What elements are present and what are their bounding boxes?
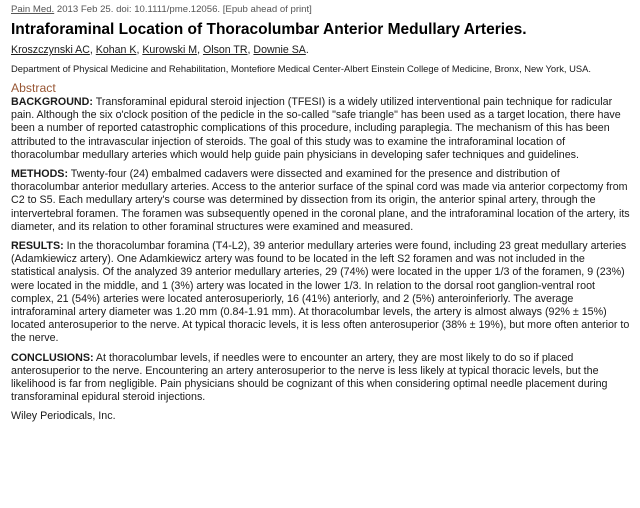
abstract-results	[11, 240, 630, 346]
author-list: Kroszczynski AC, Kohan K, Kurowski M, Olson TR, Downie SA.	[11, 44, 309, 56]
article-title: Intraforaminal Location of Thoracolumbar Anterior Medullary Arteries.	[11, 21, 527, 38]
section-text: Transforaminal epidural steroid injection (TFESI) is a widely utilized interventional pain technique for radicular pain. Although the six o'clock position of the pedicle in the so-called "safe triangle" has been used as a target location, there have been a number of reported catastrophic complications of this procedure, including paraplegia. The mechanism of this has been attributed to the intravascular injection of steroids. The goal of this study was to examine the intraforaminal location of thoracolumbar medullary arteries which would help guide pain physicians in developing safer techniques and guidelines.	[11, 96, 621, 161]
section-label: CONCLUSIONS:	[11, 351, 94, 364]
author-link[interactable]: Downie SA	[253, 44, 306, 56]
abstract-background	[11, 96, 630, 162]
author-link[interactable]: Kroszczynski AC	[11, 44, 90, 56]
citation-details: 2013 Feb 25. doi: 10.1111/pme.12056. [Epub ahead of print]	[56, 4, 312, 15]
abstract-heading: Abstract	[11, 81, 56, 95]
section-text: At thoracolumbar levels, if needles were to encounter an artery, they are most likely to do so if placed anterosuperior to the nerve. Encountering an artery anterosuperior to the nerve is less likely at typical thoracic levels, but the likelihood is far from negligible. Pain physicians should be cognizant of this when considering optimal needle placement during transforaminal epidural steroid injections.	[11, 351, 608, 404]
section-text: In the thoracolumbar foramina (T4-L2), 39 anterior medullary arteries were found, including 23 great medullary arteries (Adamkiewicz artery). One Adamkiewicz artery was found to be located in the left S2 foramen and was not included in the statistical analysis. Of the analyzed 39 anterior medullary arteries, 29 (74%) were located in the upper 1/3 of the foramen, 9 (23%) were located in the middle, and 1 (3%) artery was located in the lower 1/3. In relation to the dorsal root ganglion-ventral root complex, 21 (54%) arteries were located anterosuperiorly, 16 (41%) anteriorly, and 2 (5%) anteroinferiorly. The average intraforaminal artery diameter was 1.20 mm (0.84-1.91 mm). At thoracolumbar levels, the artery is almost always (92% ± 15%) located anterosuperior to the nerve. At typical thoracic levels, it is less often anterosuperior (38% ± 19%), but more often anterior to the nerve.	[11, 240, 630, 345]
section-label: METHODS:	[11, 168, 68, 181]
author-link[interactable]: Kurowski M	[142, 44, 198, 56]
author-link[interactable]: Olson TR	[202, 44, 248, 56]
section-label: BACKGROUND:	[11, 96, 93, 108]
section-text: Twenty-four (24) embalmed cadavers were dissected and examined for the presence and distribution of thoracolumbar anterior medullary arteries. Access to the anterior surface of the spinal cord was made via anterior corpectomy from C2 to S5. Each medullary artery's course was determined by dissection from its origin, the anterior spinal artery, through the intervertebral foramen. The foramen was subsequently opened in the coronal plane, and the intraforaminal location of the artery, its diameter, and its relation to other foraminal structures were examined and measured.	[11, 168, 630, 233]
abstract-methods	[11, 168, 630, 234]
author-link[interactable]: Kohan K	[95, 44, 137, 56]
abstract-conclusions	[11, 352, 630, 405]
citation-line	[11, 4, 630, 16]
affiliation: Department of Physical Medicine and Rehabilitation, Montefiore Medical Center-Albert Einstein College of Medicine, Bronx, New York, USA.	[11, 63, 591, 74]
section-label: RESULTS:	[11, 240, 64, 253]
copyright-notice: Wiley Periodicals, Inc.	[11, 410, 116, 423]
journal-link[interactable]: Pain Med.	[11, 4, 55, 15]
